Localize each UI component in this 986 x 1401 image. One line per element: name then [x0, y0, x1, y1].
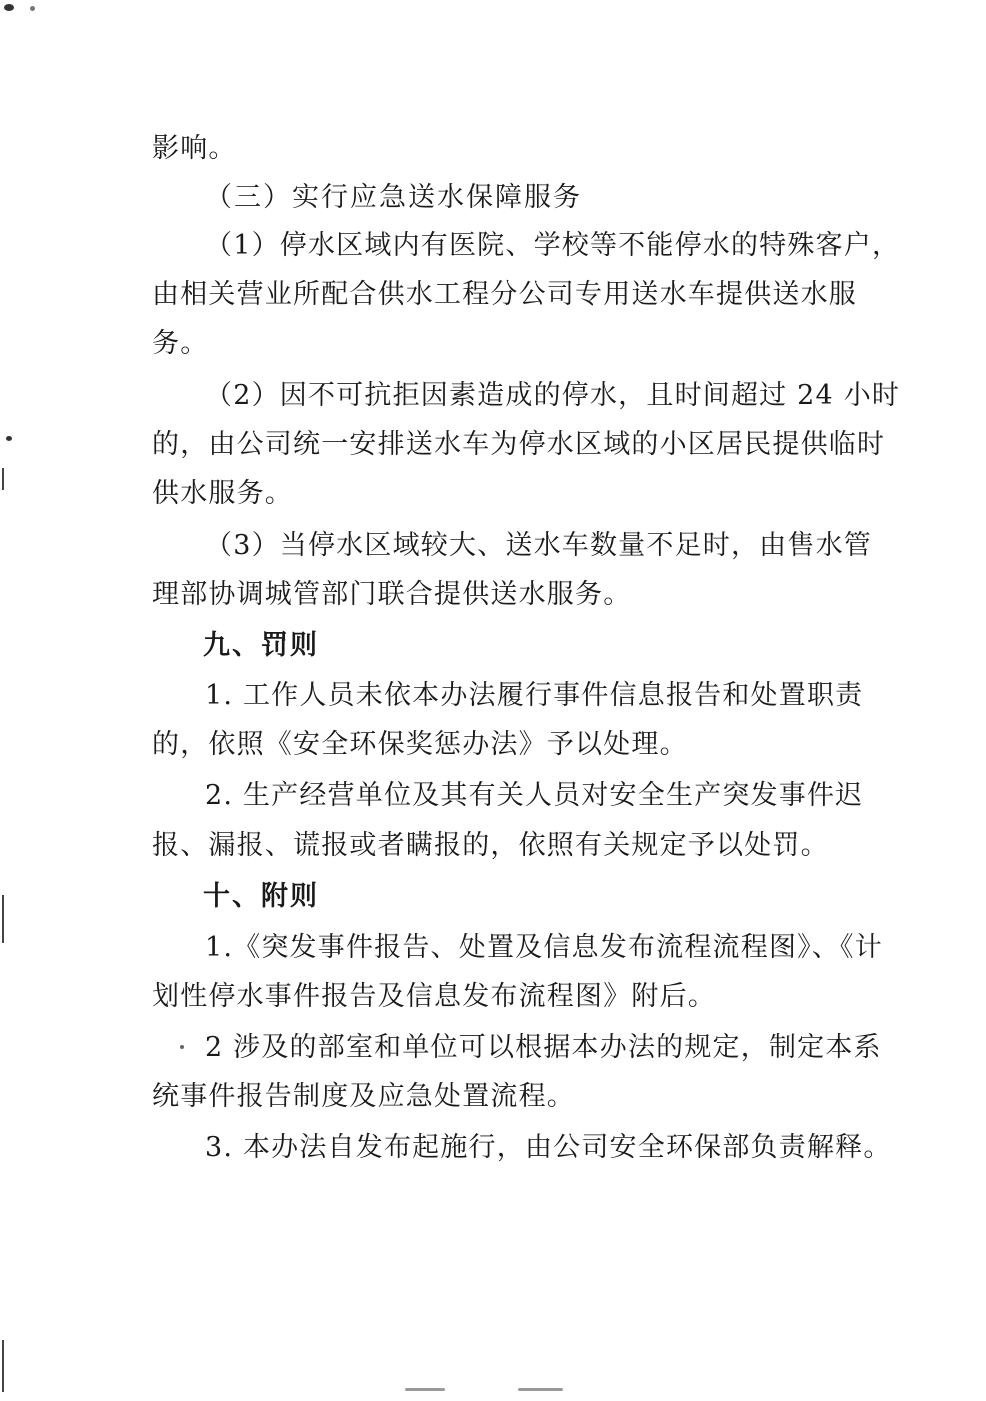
paragraph-line: 3. 本办法自发布起施行，由公司安全环保部负责解释。: [205, 1132, 892, 1163]
paragraph-line: 统事件报告制度及应急处置流程。: [152, 1081, 575, 1112]
paragraph-line: 报、漏报、谎报或者瞒报的，依照有关规定予以处罚。: [152, 830, 829, 861]
paragraph-line: （1）停水区域内有医院、学校等不能停水的特殊客户，: [205, 230, 901, 261]
scan-speck: [6, 436, 12, 441]
scan-speck: [30, 6, 35, 11]
margin-mark: [2, 1340, 4, 1392]
paragraph-line: 务。: [152, 328, 209, 359]
paragraph-line: 2. 生产经营单位及其有关人员对安全生产突发事件迟: [205, 780, 864, 811]
section-subheading: （三）实行应急送水保障服务: [205, 182, 582, 213]
paragraph-line: 1.《突发事件报告、处置及信息发布流程流程图》、《计: [205, 932, 883, 963]
paragraph-line: 由相关营业所配合供水工程分公司专用送水车提供送水服: [152, 279, 857, 310]
scan-speck: [518, 1388, 563, 1391]
paragraph-line: （2）因不可抗拒因素造成的停水，且时间超过 24 小时: [205, 380, 901, 411]
margin-mark: [2, 468, 4, 490]
scan-speck: [4, 4, 14, 11]
paragraph-line: 的，由公司统一安排送水车为停水区域的小区居民提供临时: [152, 429, 886, 460]
paragraph-line: 供水服务。: [152, 478, 293, 509]
paragraph-line: 的，依照《安全环保奖惩办法》予以处理。: [152, 729, 688, 760]
scan-speck: [180, 1045, 184, 1049]
section-heading-supplementary: 十、附则: [203, 881, 319, 912]
paragraph-line: 2 涉及的部室和单位可以根据本办法的规定，制定本系: [205, 1032, 882, 1063]
paragraph-line: 影响。: [152, 133, 237, 164]
margin-mark: [2, 895, 4, 943]
scan-speck: [405, 1388, 445, 1391]
paragraph-line: 1. 工作人员未依本办法履行事件信息报告和处置职责: [205, 680, 864, 711]
section-heading-penalties: 九、罚则: [203, 630, 319, 661]
paragraph-line: 划性停水事件报告及信息发布流程图》附后。: [152, 981, 716, 1012]
paragraph-line: 理部协调城管部门联合提供送水服务。: [152, 579, 632, 610]
paragraph-line: （3）当停水区域较大、送水车数量不足时，由售水管: [205, 530, 872, 561]
